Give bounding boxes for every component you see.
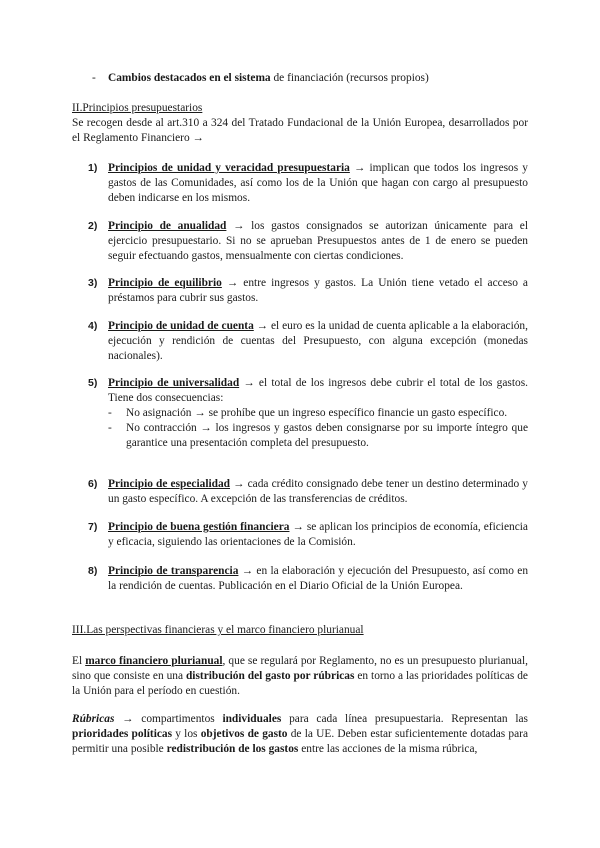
sub-point <box>108 406 528 421</box>
principle-text: → en la elaboración y ejecución del Presupuesto, así como en la rendición de cuentas. Publicación en el Diario Oficial de la Unión Europea. <box>108 565 529 592</box>
sub-point-dash: - <box>108 422 112 434</box>
text-run: para cada línea presupuestaria. Representan las <box>281 713 528 725</box>
principle-item <box>88 520 528 550</box>
sub-point <box>108 421 528 451</box>
text-run: de la UE. Deben estar suficientemente dotadas para permitir una posible <box>72 728 528 755</box>
principle-item <box>88 219 528 264</box>
term-redistribucion: redistribución de los gastos <box>166 743 299 755</box>
principle-text: → los gastos consignados se autorizan únicamente para el ejercicio presupuestario. Si no se aprueban Presupuestos antes de 1 de enero se pueden seguir efectuando gastos, mensualmente con ciertas condiciones. <box>108 220 528 262</box>
term-marco-financiero: marco financiero plurianual <box>85 655 223 667</box>
principle-number: 8) <box>88 565 98 577</box>
principle-number: 5) <box>88 377 98 389</box>
principle-item <box>88 376 528 451</box>
section-heading-2: II.Principios presupuestarios <box>72 102 203 114</box>
principle-title: Principio de buena gestión financiera <box>108 521 290 533</box>
section-2-intro: Se recogen desde al art.310 a 324 del Tratado Fundacional de la Unión Europea, desarrollados por el Reglamento Financiero → <box>72 117 528 144</box>
intro-bullet-text: de financiación (recursos propios) <box>270 72 429 84</box>
text-run: El <box>72 655 86 667</box>
text-run: , que se regulará por Reglamento, no es un presupuesto plurianual, sino que consiste en una <box>72 655 528 682</box>
principle-text: → implican que todos los ingresos y gastos de las Comunidades, así como los de la Unión que hagan con cargo al presupuesto deben indicarse en los mismos. <box>108 162 528 204</box>
bullet-dash: - <box>92 72 96 84</box>
paragraph-rubricas <box>72 712 528 757</box>
principle-title: Principio de universalidad <box>108 377 240 389</box>
principle-title: Principio de anualidad <box>108 220 227 232</box>
section-heading-3: III.Las perspectivas financieras y el marco financiero plurianual <box>72 624 364 636</box>
principle-item <box>88 319 528 364</box>
text-run: en torno a las prioridades políticas de la Unión para el período en cuestión. <box>72 670 528 697</box>
text-run: → compartimentos <box>114 713 223 725</box>
text-run: entre las acciones de la misma rúbrica, <box>298 743 478 755</box>
sub-point-dash: - <box>108 407 112 419</box>
principle-item <box>88 276 528 306</box>
principle-text: → entre ingresos y gastos. La Unión tiene vetado el acceso a préstamos para cubrir sus gastos. <box>108 277 528 304</box>
principle-title: Principio de unidad de cuenta <box>108 320 254 332</box>
principle-number: 1) <box>88 162 98 174</box>
principle-text: → cada crédito consignado debe tener un destino determinado y un gasto específico. A excepción de las transferencias de créditos. <box>108 478 528 505</box>
principle-text: → el total de los ingresos debe cubrir el total de los gastos. Tiene dos consecuencias: <box>108 377 529 404</box>
term-distribucion: distribución del gasto por rúbricas <box>185 670 355 682</box>
term-prioridades: prioridades políticas <box>72 728 173 740</box>
principle-title: Principio de especialidad <box>108 478 231 490</box>
principle-number: 7) <box>88 521 98 533</box>
principle-item <box>88 477 528 507</box>
intro-bullet-bold: Cambios destacados en el sistema <box>108 72 271 84</box>
term-rubricas: Rúbricas <box>72 713 115 725</box>
principle-item <box>88 161 528 206</box>
principle-number: 3) <box>88 277 98 289</box>
principle-item <box>88 564 528 594</box>
paragraph-marco-financiero <box>72 654 528 699</box>
principle-title: Principios de unidad y veracidad presupuestaria <box>108 162 350 174</box>
principle-number: 6) <box>88 478 98 490</box>
sub-point-text: No asignación → se prohíbe que un ingreso específico financie un gasto específico. <box>126 407 508 419</box>
text-run: y los <box>172 728 201 740</box>
principle-text: → el euro es la unidad de cuenta aplicable a la elaboración, ejecución y rendición de cuentas del Presupuesto, con alguna excepción (monedas nacionales). <box>108 320 528 362</box>
intro-bullet <box>92 71 429 86</box>
term-individuales: individuales <box>222 713 282 725</box>
sub-point-text: No contracción → los ingresos y gastos deben consignarse por su importe íntegro que garantice una presentación completa del presupuesto. <box>126 422 528 449</box>
principle-title: Principio de equilibrio <box>108 277 222 289</box>
principle-number: 4) <box>88 320 98 332</box>
principle-title: Principio de transparencia <box>108 565 239 577</box>
principle-text: → se aplican los principios de economía, eficiencia y eficacia, siguiendo las orientaciones de la Comisión. <box>108 521 528 548</box>
term-objetivos: objetivos de gasto <box>200 728 288 740</box>
principle-number: 2) <box>88 220 98 232</box>
